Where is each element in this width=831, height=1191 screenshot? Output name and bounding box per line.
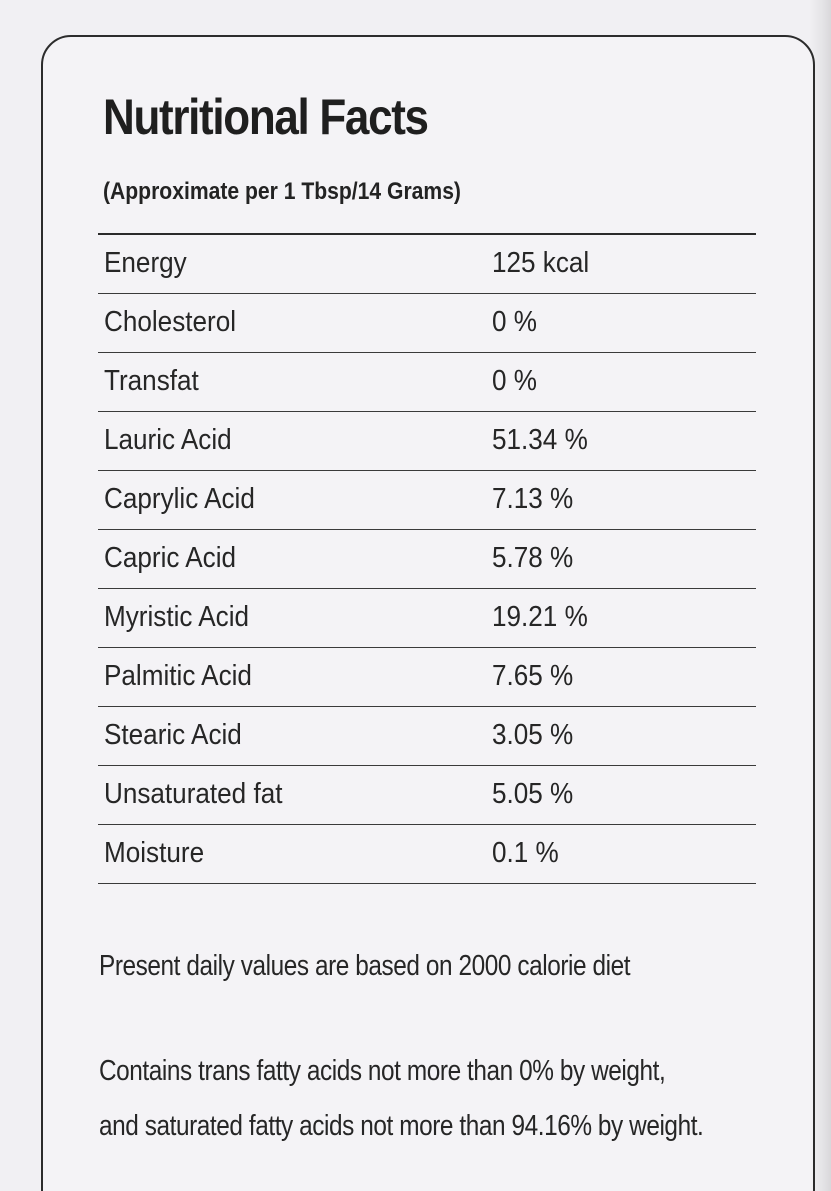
nutrient-name: Palmitic Acid — [104, 660, 252, 692]
page-edge-shadow — [809, 0, 831, 1191]
trans-fat-note-line-1: Contains trans fatty acids not more than 0% by weight, — [99, 1055, 666, 1087]
nutrient-name: Energy — [104, 247, 187, 279]
serving-size: (Approximate per 1 Tbsp/14 Grams) — [103, 178, 461, 205]
table-row — [98, 471, 756, 530]
trans-fat-note-line-2: and saturated fatty acids not more than 94.16% by weight. — [99, 1110, 704, 1142]
nutrient-amount: 0 % — [492, 306, 537, 338]
table-row — [98, 766, 756, 825]
nutrient-amount: 0.1 % — [492, 837, 559, 869]
nutrition-table — [98, 233, 756, 884]
nutrient-name: Myristic Acid — [104, 601, 250, 633]
nutrient-amount: 7.13 % — [492, 483, 574, 515]
table-row — [98, 235, 756, 294]
nutrient-name: Transfat — [104, 365, 199, 397]
nutrient-name: Stearic Acid — [104, 719, 242, 751]
table-row — [98, 294, 756, 353]
table-row — [98, 412, 756, 471]
table-row — [98, 825, 756, 884]
nutrient-name: Cholesterol — [104, 306, 237, 338]
nutrient-name: Capric Acid — [104, 542, 237, 574]
table-row — [98, 707, 756, 766]
daily-value-note: Present daily values are based on 2000 calorie diet — [99, 950, 631, 982]
nutrient-name: Caprylic Acid — [104, 483, 255, 515]
table-row — [98, 589, 756, 648]
nutrient-amount: 19.21 % — [492, 601, 588, 633]
nutrient-amount: 7.65 % — [492, 660, 574, 692]
table-row — [98, 530, 756, 589]
table-row — [98, 353, 756, 412]
nutrient-amount: 3.05 % — [492, 719, 574, 751]
nutrient-name: Lauric Acid — [104, 424, 232, 456]
table-row — [98, 648, 756, 707]
nutrient-amount: 5.05 % — [492, 778, 574, 810]
nutrient-name: Unsaturated fat — [104, 778, 283, 810]
nutrient-name: Moisture — [104, 837, 205, 869]
page-title: Nutritional Facts — [103, 89, 428, 145]
nutrient-amount: 0 % — [492, 365, 537, 397]
nutrient-amount: 51.34 % — [492, 424, 588, 456]
nutrient-amount: 125 kcal — [492, 247, 590, 279]
nutrient-amount: 5.78 % — [492, 542, 574, 574]
